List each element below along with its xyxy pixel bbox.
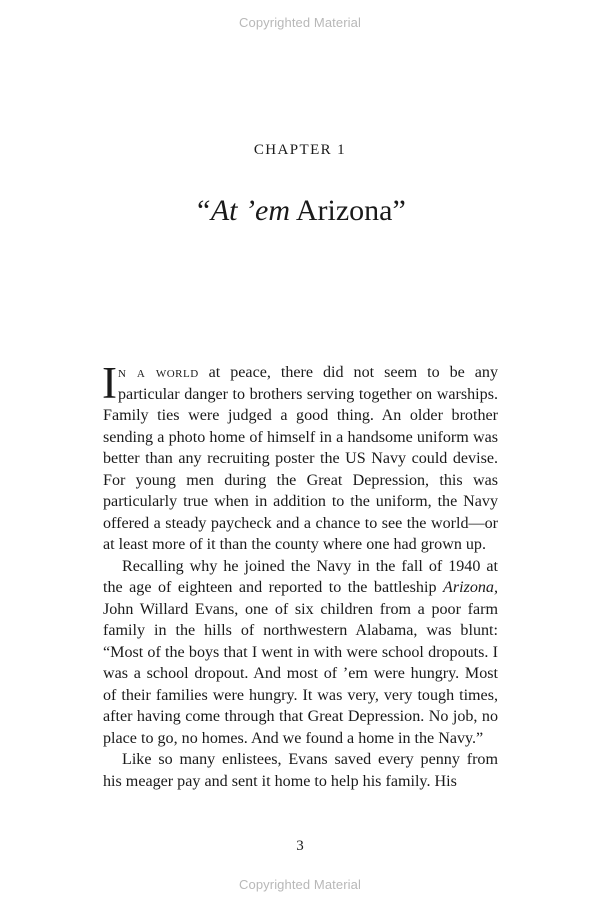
paragraph-1-text: at peace, there did not seem to be any particular danger to brothers serving together on warships. Family ties were judged a good thing. An older brother sending a photo home of himself in a handsome uniform was better than any recruiting poster the US Navy could devise. For young men during the Great Depression, this was particularly true when in addition to the uniform, the Navy offered a steady paycheck and a chance to see the world—or at least more of it than the county where one had grown up. [103,364,498,553]
copyright-watermark-bottom: Copyrighted Material [239,877,361,892]
body-text [102,358,498,792]
ship-name: Arizona, [443,579,498,596]
page-number: 3 [296,838,304,854]
paragraph-3: Like so many enlistees, Evans saved every penny from his meager pay and sent it home to help his family. His [103,751,498,790]
opening-small-caps: n a world [118,364,199,381]
chapter-title-close-quote: ” [392,194,406,227]
copyright-watermark-top: Copyrighted Material [239,15,361,30]
drop-cap: I [102,358,117,408]
paragraph-1 [102,358,498,556]
paragraph-2 [103,556,498,750]
paragraph-2-after: John Willard Evans, one of six children from a poor farm family in the hills of northwestern Alabama, was blunt: “Most of the boys that I went in with were school dropouts. I was a school dropout. And most of ’em were hungry. Most of their families were hungry. It was very, very tough times, after having come through that Great Depression. No job, no place to go, no homes. And we found a home in the Navy.” [103,600,498,747]
chapter-title-italic: “At ’em [194,194,290,227]
chapter-number: CHAPTER 1 [253,142,347,158]
chapter-title-roman: Arizona [295,194,393,227]
paragraph-2-before: Recalling why he joined the Navy in the fall of 1940 at the age of eighteen and reported to the battleship [103,557,498,596]
chapter-title [0,194,600,228]
